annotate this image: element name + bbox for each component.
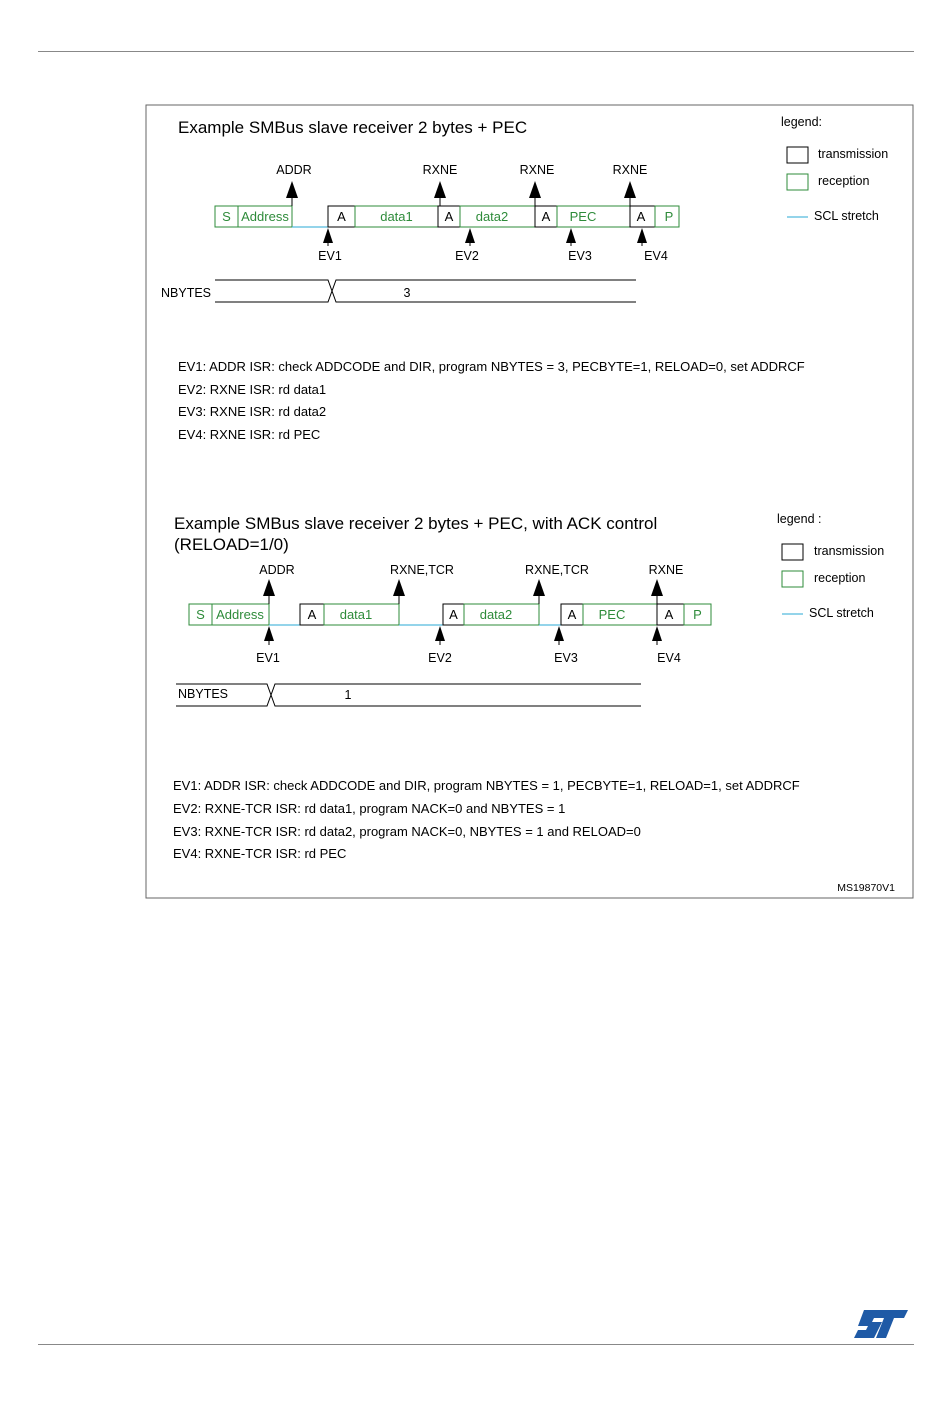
top-event-label: ADDR	[276, 163, 312, 177]
bottom-event-label: EV3	[568, 249, 592, 263]
up-arrow-icon	[286, 181, 298, 198]
data1-label: data1	[339, 607, 373, 622]
st-logo-icon	[852, 1308, 910, 1340]
legend-transmission-swatch	[782, 544, 803, 560]
up-arrow-icon	[566, 228, 576, 243]
legend-heading: legend :	[777, 512, 822, 526]
diagram2-nbytes	[176, 684, 641, 706]
diagram1-notes	[178, 359, 805, 442]
diagram2-legend	[777, 512, 884, 620]
up-arrow-icon	[434, 181, 446, 198]
up-arrow-icon	[264, 626, 274, 641]
top-event-label: RXNE	[648, 563, 684, 577]
start-label: S	[196, 607, 205, 622]
up-arrow-icon	[393, 579, 405, 596]
top-event-label: RXNE	[422, 163, 458, 177]
nbytes-value: 1	[344, 688, 352, 702]
ack-label: A	[337, 209, 346, 224]
diagram2-frame	[189, 604, 711, 625]
legend-transmission-swatch	[787, 147, 808, 163]
diagram2-title-line2: (RELOAD=1/0)	[174, 535, 289, 554]
nbytes-value: 3	[403, 286, 411, 300]
legend-transmission-label: transmission	[818, 147, 889, 161]
legend-reception-label: reception	[814, 571, 866, 585]
diagram2	[173, 512, 884, 861]
note-line: EV3: RXNE-TCR ISR: rd data2, program NACK=0, NBYTES = 1 and RELOAD=0	[173, 824, 641, 839]
ack-label: A	[449, 607, 458, 622]
address-label: Address	[241, 209, 289, 224]
up-arrow-icon	[651, 579, 663, 596]
legend-transmission-label: transmission	[814, 544, 885, 558]
note-line: EV1: ADDR ISR: check ADDCODE and DIR, program NBYTES = 1, PECBYTE=1, RELOAD=1, set ADDRCF	[173, 778, 800, 793]
up-arrow-icon	[465, 228, 475, 243]
diagram1-bottom-events	[318, 228, 668, 263]
up-arrow-icon	[435, 626, 445, 641]
figure-id: MS19870V1	[837, 882, 895, 894]
up-arrow-icon	[624, 181, 636, 198]
legend-reception-swatch	[782, 571, 803, 587]
diagram1-nbytes	[161, 280, 636, 302]
legend-scl-label: SCL stretch	[814, 209, 879, 223]
note-line: EV1: ADDR ISR: check ADDCODE and DIR, program NBYTES = 3, PECBYTE=1, RELOAD=0, set ADDRCF	[178, 359, 805, 374]
ack-label: A	[444, 209, 454, 224]
nbytes-bus-bottom	[176, 695, 641, 706]
diagram1-title: Example SMBus slave receiver 2 bytes + PEC	[178, 118, 528, 137]
legend-scl-label: SCL stretch	[809, 606, 874, 620]
note-line: EV4: RXNE ISR: rd PEC	[178, 427, 321, 442]
top-event-label: RXNE	[612, 163, 648, 177]
ack-label: A	[541, 209, 551, 224]
legend-heading: legend:	[781, 115, 823, 129]
nbytes-label: NBYTES	[161, 286, 212, 300]
data1-label: data1	[380, 209, 413, 224]
up-arrow-icon	[263, 579, 275, 596]
diagram1	[161, 115, 888, 442]
st-logo-shape	[854, 1310, 908, 1338]
data2-label: data2	[475, 209, 509, 224]
legend-reception-label: reception	[818, 174, 870, 188]
nbytes-bus-top	[176, 684, 641, 695]
note-line: EV3: RXNE ISR: rd data2	[178, 404, 327, 419]
bottom-event-label: EV1	[318, 249, 342, 263]
bottom-event-label: EV3	[554, 651, 578, 665]
stop-label: P	[693, 607, 702, 622]
note-line: EV2: RXNE ISR: rd data1	[178, 382, 327, 397]
top-event-label: RXNE	[519, 163, 555, 177]
start-label: S	[222, 209, 231, 224]
up-arrow-icon	[529, 181, 541, 198]
bottom-event-label: EV1	[256, 651, 280, 665]
stop-label: P	[664, 209, 674, 224]
bottom-event-label: EV2	[455, 249, 479, 263]
diagram1-legend	[781, 115, 888, 223]
nbytes-label: NBYTES	[178, 687, 229, 701]
up-arrow-icon	[637, 228, 647, 243]
address-label: Address	[216, 607, 264, 622]
nbytes-bus-bottom	[215, 291, 636, 302]
legend-reception-swatch	[787, 174, 808, 190]
top-event-label: RXNE,TCR	[525, 563, 589, 577]
diagram2-title-line1: Example SMBus slave receiver 2 bytes + PEC, with ACK control	[174, 514, 658, 533]
top-event-label: RXNE,TCR	[390, 563, 454, 577]
bottom-event-label: EV4	[644, 249, 668, 263]
note-line: EV4: RXNE-TCR ISR: rd PEC	[173, 846, 347, 861]
top-event-label: ADDR	[259, 563, 295, 577]
up-arrow-icon	[533, 579, 545, 596]
diagram2-bottom-events	[256, 626, 681, 665]
ack-label: A	[636, 209, 646, 224]
bottom-event-label: EV2	[428, 651, 452, 665]
data2-label: data2	[479, 607, 513, 622]
pec-label: PEC	[598, 607, 626, 622]
diagram2-notes	[173, 778, 800, 861]
pec-label: PEC	[569, 209, 597, 224]
note-line: EV2: RXNE-TCR ISR: rd data1, program NACK=0 and NBYTES = 1	[173, 801, 566, 816]
diagram2-top-events	[259, 563, 683, 604]
ack-label: A	[664, 607, 674, 622]
diagram1-top-events	[276, 163, 647, 206]
ack-label: A	[307, 607, 317, 622]
nbytes-bus-top	[215, 280, 636, 291]
up-arrow-icon	[323, 228, 333, 243]
up-arrow-icon	[554, 626, 564, 641]
ack-label: A	[567, 607, 577, 622]
diagram1-frame	[215, 206, 679, 227]
bottom-event-label: EV4	[657, 651, 681, 665]
up-arrow-icon	[652, 626, 662, 641]
